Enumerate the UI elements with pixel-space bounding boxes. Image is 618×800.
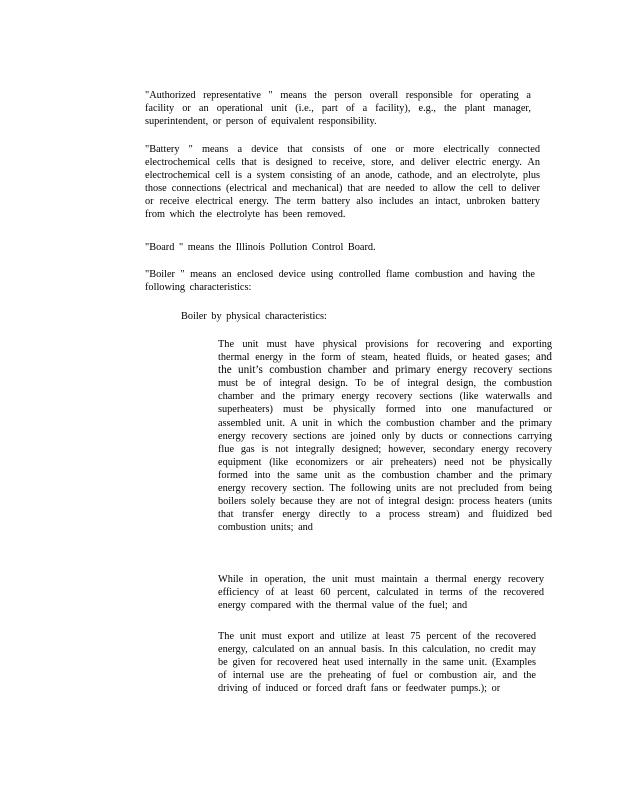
boiler-criterion-efficiency: While in operation, the unit must maintain a thermal energy recovery efficiency of at least 60 percent, calculated in terms of the recovered energy compared with the thermal value of the fuel; and: [218, 574, 544, 612]
definition-board: "Board " means the Illinois Pollution Control Board.: [145, 242, 376, 253]
definition-authorized-representative: "Authorized representative " means the person overall responsible for operating a facility or an operational unit (i.e., part of a facility), e.g., the plant manager, superintendent, or person of equivalent responsibility.: [145, 90, 531, 128]
definition-boiler: "Boiler " means an enclosed device using controlled flame combustion and having the following characteristics:: [145, 269, 535, 294]
boiler-criterion-integral-design: [218, 338, 552, 534]
boiler-criterion-export: The unit must export and utilize at least 75 percent of the recovered energy, calculated on an annual basis. In this calculation, no credit may be given for recovered heat used internally in the same unit. (Examples of internal use are the preheating of fuel or combustion air, and the driving of induced or forced draft fans or feedwater pumps.); or: [218, 631, 536, 695]
boiler-physical-heading: Boiler by physical characteristics:: [181, 311, 327, 322]
definition-battery: "Battery " means a device that consists of one or more electrically connected electrochemical cells that is designed to receive, store, and deliver electric energy. An electrochemical cell is a system consisting of an anode, cathode, and an electrolyte, plus those connections (electrical and mechanical) that are needed to allow the cell to deliver or receive electrical energy. The term battery also includes an intact, unbroken battery from which the electrolyte has been removed.: [145, 144, 540, 221]
criterion-text-part2: sections must be of integral design. To be of integral design, the combustion chamber and the primary energy recovery sections (like waterwalls and superheaters) must be physically formed into one manufactured or assembled unit. A unit in which the combustion chamber and the primary energy recovery sections are joined only by ducts or connections carrying flue gas is not integrally designed; however, secondary energy recovery equipment (like economizers or air preheaters) need not be physically formed into the same unit as the combustion chamber and the primary energy recovery section. The following units are not precluded from being boilers solely because they are not of integral design: process heaters (units that transfer energy directly to a process stream) and fluidized bed combustion units; and: [218, 365, 552, 534]
criterion-text-part1: The unit must have physical provisions for recovering and exporting thermal energy in the form of steam, heated fluids, or heated gases;: [218, 339, 552, 364]
criterion-text-emphasis: and the unit’s combustion chamber and primary energy recovery: [218, 351, 553, 377]
